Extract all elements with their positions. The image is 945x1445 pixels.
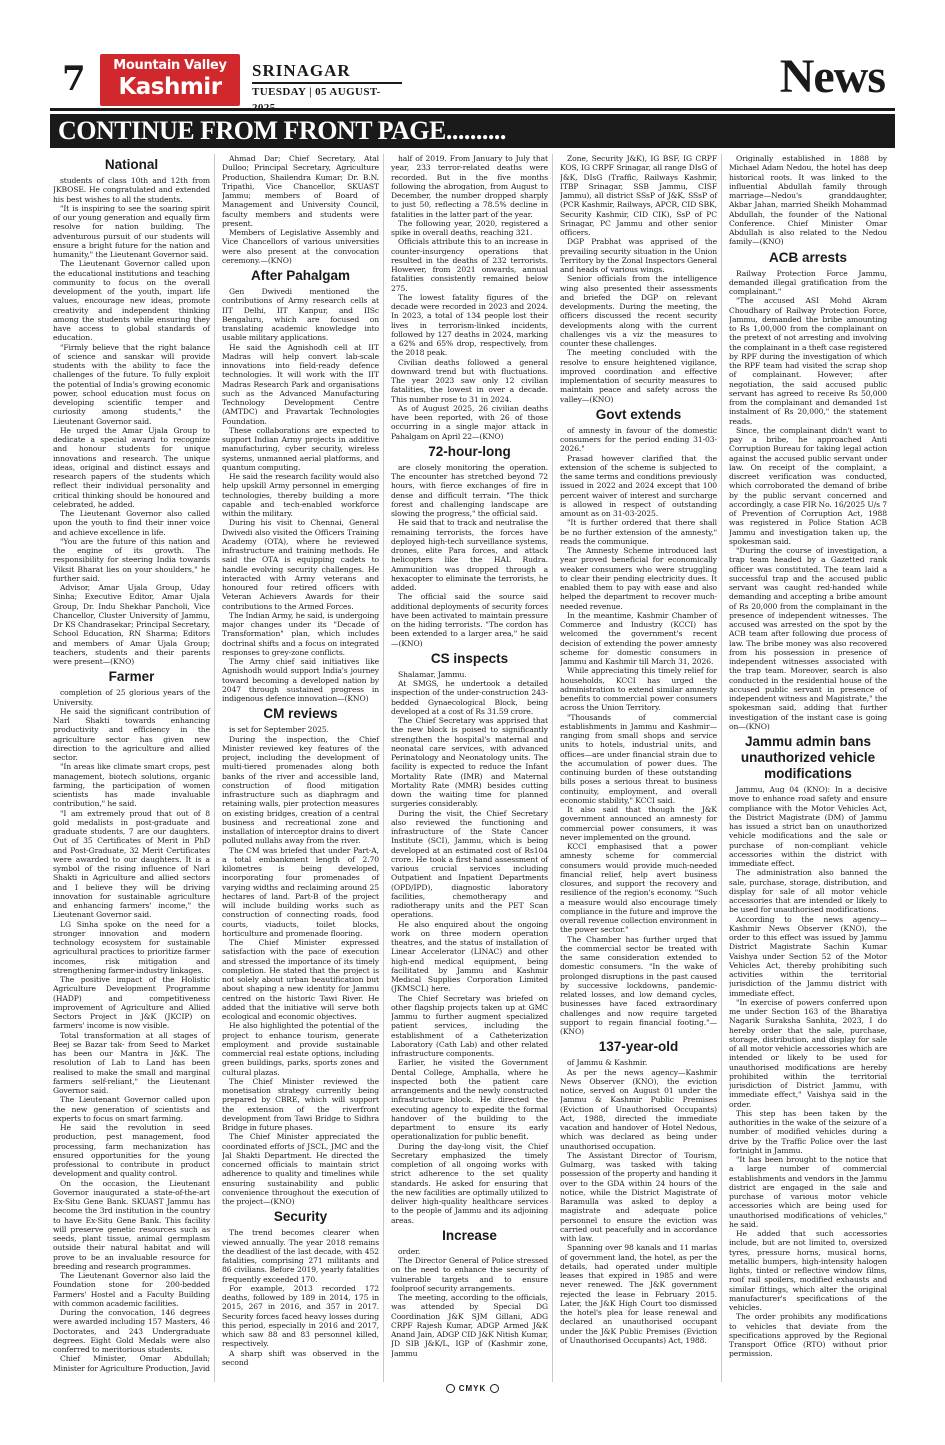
story-paragraph: The Indian Army, he said, is undergoing major changes under its "Decade of Transformation" plan, which includes doctrinal shifts and a focus on integrated responses to grey-zone conflicts. [222,610,379,657]
story-paragraph: Total transformation at all stages of Beej se Bazar tak- from Seed to Market has been our Mantra in J&K. The resolution of Lab to Land has been realised to make the small and marginal farmers self-reliant," the Lieutenant Governor said. [53,1030,210,1095]
story-paragraph: Chief Minister, Omar Abdullah; Minister for Agriculture Production, Javid [53,1354,210,1373]
story-paragraph: of Jammu & Kashmir. [567,1058,648,1068]
story-paragraph: "It has been brought to the notice that a large number of commercial establishments and vendors in the Jammu district are engaged in the sale and purchase of various motor vehicle accessories which are being used for unauthorised modifications of vehicles," he said. [729,1155,887,1229]
story-paragraph: He said the research facility would also help upskill Army personnel in emerging technologies, thereby building a more capable and tech-enabled workforce within the military. [222,472,379,518]
column-3 [391,154,553,1382]
story-paragraph: According to the news agency—Kashmir News Observer (KNO), the order to this effect was issued by Jammu District Magistrate Sachin Kumar Vaishya under Section 52 of the Motor Vehicles Act, thereby prohibiting such activities within the territorial jurisdiction of the Jammu district with immediate effect. [729,914,887,998]
story-paragraph: He also enquired about the ongoing work on three modern operation theatres, and the status of installation of Linear Accelerator (LINAC) and other high-end medical equipment, being facilitated by Jammu and Kashmir Medical Supplies Corporation Limited (JKMSCL) here. [391,919,548,994]
story-headline[interactable]: National [104,157,159,172]
print-footer [50,1384,895,1398]
story-paragraph: A sharp shift was observed in the second [222,1348,379,1367]
column-5 [729,154,891,1382]
story-paragraph: Railway Protection Force Jammu, demanded illegal gratification from the complainant." [729,268,887,296]
story-paragraph: The CM was briefed that under Part-A, a total embankment length of 2.70 kilometres is being developed, incorporating four promenades of varying widths and reclaiming around 25 hectares of land. Part-B of the project will include building works such as construction of connecting roads, food courts, viaducts, toilet blocks, horticulture and promenade flooring. [222,845,379,938]
story-paragraph: Civilian deaths followed a general downward trend but with fluctuations. The year 2023 saw only 12 civilian fatalities, the lowest in over a decade. This number rose to 31 in 2024. [391,357,548,404]
cmyk-marker: CMYK [458,1384,487,1393]
story-paragraph: The Army chief said initiatives like Agnishodh would support India's journey toward becoming a developed nation by 2047 through sustained progress in indigenous defence innovation—(KNO) [222,657,379,703]
story-paragraph: "It is further ordered that there shall be no further extension of the amnesty," reads the communique. [560,518,717,546]
story-paragraph: The Lieutenant Governor also called upon the youth to find their inner voice and achieve excellence in life. [53,509,210,537]
story-paragraph: The following year, 2020, registered a spike in overall deaths, reaching 321. [391,218,548,237]
article-columns [53,154,891,1382]
story-paragraph: The Chamber has further urged that the commercial sector be treated with the same consideration extended to domestic consumers. "In the wake of prolonged disruptions in the past caused by successive lockdowns, pandemic-related losses, and low demand cycles, businesses have faced extraordinary challenges and now require targeted support to regain financial footing."—(KNO) [560,934,717,1036]
story-paragraph: Senior officials from the intelligence wing also presented their assessments and briefed the DGP on relevant developments. During the meeting, the officers discussed the recent security developments along with the current challenges vis a viz the measures to counter these challenges. [560,274,717,348]
date-label: TUESDAY | 05 AUGUST-2025 [252,86,381,114]
story-paragraph: students of class 10th and 12th from JKBOSE. He congratulated and extended his best wishes to all the students. [53,176,210,204]
page-number: 7 [62,59,86,99]
story-paragraph: The positive impact of the Holistic Agriculture Development Programme (HADP) and competitiveness improvement of Agriculture and Allied Sectors Project in J&K (JKCIP) on farmers' income is now visible. [53,975,210,1031]
story-paragraph: Prasad however clarified that the extension of the scheme is subjected to the same terms and conditions previously issued in 2022 and 2024 except that 100 percent waiver of interest and surcharge is allowed in respect of outstanding amount as on 31-03-2025. [560,453,717,518]
story-paragraph: The Lieutenant Governor called upon the educational institutions and teaching community to focus on the overall development of the youth, impart life values, encourage new ideas, promote creativity and independent thinking among the students while ensuring they have access to global standards of education. [53,259,210,343]
story-paragraph: For example, 2013 recorded 172 deaths, followed by 189 in 2014, 175 in 2015, 267 in 2016, and 357 in 2017. Security forces faced heavy losses during this period, especially in 2016 and 2017, which saw 88 and 83 personnel killed, respectively. [222,1283,379,1349]
city-label: SRINAGAR [252,60,402,84]
story-paragraph: He said the Agnishodh cell at IIT Madras will help convert lab-scale innovations into field-ready defence technologies. It will work with the IIT Madras Research Park and organisations such as the Advanced Manufacturing Technology Development Centre (AMTDC) and Pravartak Technologies Foundation. [222,342,379,426]
story-paragraph: The lowest fatality figures of the decade were recorded in 2023 and 2024. In 2023, a total of 134 people lost their lives in terrorism-linked incidents, followed by 127 deaths in 2024, marking a 62% and 65% drop, respectively, from the 2018 peak. [391,292,548,358]
story-headline[interactable]: Jammu admin bans unauthorized vehicle modifications [740,734,876,781]
story-paragraph: He urged the Amar Ujala Group to dedicate a special award to recognize and honour students for unique innovations and research. The unique ideas, original and distinct essays and research papers of the students which reflect their individual personality and critical thinking should be honoured and celebrated, he added. [53,425,210,509]
story-paragraph: The Chief Secretary was apprised that the new block is poised to significantly strengthen the hospital's maternal and neonatal care services, with advanced Perinatology and Neonatology units. The facility is expected to reduce the Infant Mortality Rate (IMR) and Maternal Mortality Rate (MMR) besides cutting down the waiting time for planned surgeries considerably. [391,716,548,809]
story-paragraph: The trend becomes clearer when viewed annually. The year 2018 remains the deadliest of the last decade, with 452 fatalities, comprising 271 militants and 86 civilians. Before 2019, yearly fatalities frequently exceeded 170. [222,1228,379,1284]
story-paragraph: order. [398,1246,421,1256]
continue-banner: CONTINUE FROM FRONT PAGE.......... [50,114,895,148]
story-paragraph: "It is inspiring to see the soaring spirit of our young generation and equally firm resolve for nation building. The adventurous pursuit of our students will ensure a bright future for the nation and humanity," the Lieutenant Governor said. [53,203,210,259]
story-paragraph: In the meantime, Kashmir Chamber of Commerce and Industry (KCCI) has welcomed the government's recent decision of extending the power amnesty scheme for domestic consumers in Jammu and Kashmir till March 31, 2026. [560,610,717,666]
story-paragraph: He also highlighted the potential of the project to enhance tourism, generate employment and provide sustainable commercial real estate options, including green buildings, parks, sports zones and cultural plazas. [222,1021,379,1077]
story-paragraph: As per the news agency—Kashmir News Observer (KNO), the eviction notice, served on August 01 under the Jammu & Kashmir Public Premises (Eviction of Unauthorised Occupants) Act, 1988, directed the immediate vacation and handover of Hotel Nedous, which was declared as being under unauthorised occupation. [560,1067,717,1151]
story-paragraph: completion of 25 glorious years of the University. [53,688,210,707]
story-paragraph: It also said that though the J&K government announced an amnesty for commercial power consumers, it was never implemented on the ground. [560,805,717,842]
story-paragraph: While appreciating this timely relief for households, KCCI has urged the administration to extend similar amnesty benefits to commercial power consumers across the Union Territory. [560,666,717,713]
story-paragraph: He said the revolution in seed production, pest management, food processing, farm mechanization has ensured opportunities for the young professional to contribute in product development and quality control. [53,1123,210,1179]
registration-mark-icon [490,1384,499,1393]
section-title: News [779,50,885,103]
story-paragraph: Shalamar, Jammu. [398,669,467,679]
story-paragraph: The meeting concluded with the resolve to ensure heightened vigilance, improved coordination and effective implementation of security measures to maintain peace and safety across the valley—(KNO) [560,348,717,404]
logo-line-1: Mountain Valley [113,58,227,73]
story-paragraph: "Thousands of commercial establishments in Jammu and Kashmir—ranging from small shops and service units to hotels, industrial units, and offices—are under financial strain due to the accumulation of power dues. The continuing burden of these outstanding bills poses a serious threat to business continuity, employment, and overall economic stability," KCCI said. [560,712,717,805]
masthead [0,0,945,114]
story-paragraph: "During the course of investigation, a trap team headed by a Gazetted rank officer was constituted. The team laid a successful trap and the accused public servant was caught red-handed while demanding and accepting a bribe amount of Rs 20,000 from the complainant in the presence of independent witnesses. The accused was arrested on the spot by the ACB team after following due process of law. The bribe money was also recovered from his possession in presence of independent witnesses associated with the trap team. Moreover, search is also conducted in the residential house of the accused public servant in presence of independent witness and Magistrate," the spokesman said, adding that further investigation of the instant case is going on—(KNO) [729,546,887,731]
story-paragraph: At SMGS, he undertook a detailed inspection of the under-construction 243-bedded Gynaecological Block, being developed at a cost of Rs 31.59 crore. [391,679,548,716]
story-paragraph: Members of Legislative Assembly and Vice Chancellors of various universities were also present at the convocation ceremony.—(KNO) [222,228,379,265]
story-paragraph: Spanning over 98 kanals and 11 marlas of government land, the hotel, as per the details, had operated under multiple leases that expired in 1985 and were never renewed. The J&K government rejected the lease in February 2015. Later, the J&K High Court too dismissed the hotel's plea for lease renewal and declared an unauthorised occupant under the J&K Public Premises (Eviction of Unauthorised Occupants) Act, 1988. [560,1243,717,1345]
story-paragraph: The Lieutenant Governor called upon the new generation of scientists and experts to focus on smart farming. [53,1095,210,1123]
column-4 [560,154,722,1382]
story-paragraph: These collaborations are expected to support Indian Army projects in additive manufacturing, cyber security, wireless systems, unmanned aerial platforms, and quantum computing. [222,425,379,472]
story-headline[interactable]: After Pahalgam [250,268,351,283]
story-paragraph: The Lieutenant Governor also laid the Foundation stone for 200-bedded Farmers' Hostel and a Faculty Building with common academic facilities. [53,1271,210,1308]
story-headline[interactable]: 72-hour-long [428,443,511,459]
story-headline[interactable]: Farmer [108,669,155,685]
story-paragraph: On the occasion, the Lieutenant Governor inaugurated a state-of-the-art Ex-Situ Gene Bank. SKUAST Jammu has become the 3rd institution in the country to have Ex-Situ Gene Bank. This facility will preserve genetic resources such as seeds, plant tissue, animal germplasm outside their natural habitat and will prove to be an invaluable resource for breeding and research programmes. [53,1178,210,1271]
story-paragraph: Ahmad Dar; Chief Secretary, Atal Dulloo; Principal Secretary, Agriculture Production, Shailendra Kumar; Dr. B.N. Tripathi, Vice Chancellor, SKUAST Jammu; members of Board of Management and University Council, faculty members and students were present. [222,154,379,228]
story-paragraph: of amnesty in favour of the domestic consumers for the period ending 31-03-2026." [560,425,717,454]
story-headline[interactable]: Govt extends [595,406,682,422]
story-headline[interactable]: ACB arrests [768,249,848,265]
story-paragraph: Earlier, he visited the Government Dental College, Amphalla, where he inspected both the patient care arrangements and the newly constructed infrastructure block. He directed the executing agency to expedite the formal handover of the building to the department to ensure its early operationalization for public benefit. [391,1058,548,1142]
logo-line-2: Kashmir [118,74,222,100]
story-paragraph: The Director General of Police stressed on the need to enhance the security of vulnerable targets and to ensure foolproof security arrangements. [391,1256,548,1293]
story-headline[interactable]: Increase [442,1227,497,1243]
story-paragraph: The Chief Secretary was briefed on other flagship projects taken up at GMC Jammu to further augment specialized patient services, including the establishment of a Catheterization Laboratory (Cath Lab) and other related infrastructure components. [391,993,548,1058]
story-paragraph: DGP Prabhat was apprised of the prevailing security situation in the Union Territory by the Zonal Inspectors General and heads of various wings. [560,237,717,274]
story-paragraph: "Firmly believe that the right balance of science and sanskar will provide students with the ability to face the challenges of the future. To fully exploit the potential of India's growing economic power, school education must focus on developing scientific temper and curiosity among students," the Lieutenant Governor said. [53,342,210,426]
story-paragraph: Officials attribute this to an increase in counter-insurgency operations that resulted in the deaths of 232 terrorists. However, from 2021 onwards, annual fatalities consistently remained below 275. [391,237,548,293]
story-paragraph: "In areas like climate smart crops, pest management, biotech solutions, organic farming, the participation of women scientists has made invaluable contribution," he said. [53,762,210,809]
story-headline[interactable]: Security [273,1209,328,1225]
story-paragraph: The Chief Minister appreciated the coordinated efforts of JSCL, JMC and the Jal Shakti Department. He directed the concerned officials to maintain strict adherence to quality and timelines while ensuring sustainability and public convenience throughout the execution of the project—(KNO) [222,1132,379,1206]
story-paragraph: Originally established in 1888 by Michael Adam Nedou, the hotel has deep historical roots. It was linked to the influential Abdullah family through marriage—Nedou's granddaughter, Akbar Jahan, married Sheikh Mohammad Abdullah, the founder of the National Conference. Chief Minister Omar Abdullah is also related to the Nedou family—(KNO) [729,154,887,247]
story-paragraph: He added that such accessories include, but are not limited to, oversized tyres, pressure horns, musical horns, metallic bumpers, high-intensity halogen lights, tinted or reflective window films, roof rail spoilers, modified exhausts and similar fittings, which alter the original manufacturer's specifications of the vehicles. [729,1229,887,1312]
story-paragraph: During the inspection, the Chief Minister reviewed key features of the project, including the development of multi-tiered promenades along both banks of the river and accessible land, construction of flood mitigation infrastructure such as diaphragm and retaining walls, pier protection measures on existing bridges, creation of a central business and recreational zone and installation of interceptor drains to divert polluted nullahs away from the river. [222,734,379,846]
story-paragraph: The Chief Minister expressed satisfaction with the pace of execution and stressed the importance of its timely completion. He stated that the project is not solely about urban beautification but about shaping a new identity for Jammu centred on the historic Tawi River. He added that the initiative will serve both ecological and economic objectives. [222,938,379,1021]
story-paragraph: The meeting, according to the officials, was attended by Special DG Coordination J&K SJM Gillani, ADG CRPF Rajesh Kumar, ADGP Armed J&K Anand Jain, ADGP CID J&K Nitish Kumar, JD SIB J&K/L, IGP of (Kashmir zone, Jammu [391,1293,548,1358]
column-2 [222,154,384,1382]
column-1 [53,154,215,1382]
story-paragraph: The Chief Minister reviewed the monetisation strategy currently being prepared by CBRE, which will support the extension of the riverfront development from Tawi Bridge to Sidhra Bridge in future phases. [222,1076,379,1132]
story-paragraph: During his visit to Chennai, General Dwivedi also visited the Officers Training Academy (OTA), where he reviewed infrastructure and training methods. He said the OTA is equipping cadets to handle evolving security challenges. He interacted with Army veterans and honoured four retired officers with Veteran Achievers Awards for their contributions to the Armed Forces. [222,518,379,611]
story-paragraph: The order prohibits any modifications to vehicles that deviate from the specifications approved by the Regional Transport Office (RTO) without prior permission. [729,1312,887,1359]
story-paragraph: During the day-long visit, the Chief Secretary emphasized the timely completion of all ongoing works with strict adherence to the set quality standards. He asked for ensuring that the new facilities are optimally utilized to deliver high-quality healthcare services to the people of Jammu and its adjoining areas. [391,1141,548,1225]
story-paragraph: "I am extremely proud that out of 8 gold medalists in post-graduate and graduate students, 7 are our daughters. Out of 35 Certificates of Merit in PhD and Post-Graduate, 32 Merit Certificates were awarded to our daughters. It is a symbol of the rising influence of Narl Shakti in Agriculture and allied sectors and I believe they will be driving innovation for sustainable agriculture and enhancing farmers' income," the Lieutenant Governor said. [53,808,210,920]
story-paragraph: He said the significant contribution of Narl Shakti towards enhancing productivity and efficiency in the agriculture sector has given new direction to the agriculture and allied sector. [53,706,210,762]
masthead-rule [50,108,895,111]
story-paragraph: "You are the future of this nation and the engine of its growth. The responsibility for steering India towards Viksit Bharat lies on your shoulders," he further said. [53,536,210,583]
story-headline[interactable]: 137-year-old [598,1039,679,1055]
story-paragraph: During the convocation, 146 degrees were awarded including 157 Masters, 46 Doctorates, and 243 Undergraduate degrees. Eight Gold Medals were also conferred to meritorious students. [53,1308,210,1354]
story-paragraph: The administration also banned the sale, purchase, storage, distribution, and display for sale of all motor vehicle accessories that are intended or likely to be used for unauthorised modifications. [729,868,887,915]
story-paragraph: This step has been taken by the authorities in the wake of the seizure of a number of modified vehicles during a drive by the Traffic Police over the last fortnight in Jammu. [729,1108,887,1155]
story-paragraph: half of 2019. From January to July that year, 233 terror-related deaths were recorded. But in the five months following the abrogation, from August to December, the number dropped sharply to just 50, reflecting a 78.5% decline in fatalities in the latter part of the year. [391,154,548,219]
story-paragraph: is set for September 2025. [229,725,329,735]
story-paragraph: Advisor, Amar Ujala Group, Uday Sinha; Executive Editor, Amar Ujala Group, Dr. Indu Shekhar Pancholi, Vice Chancellor, Cluster University of Jammu, Dr KS Chandrasekar; Principal Secretary, School Education, RN Sharma; Editors and members of Amar Ujala Group; teachers, students and their parents were present—(KNO) [53,583,210,666]
story-paragraph: LG Sinha spoke on the need for a stronger innovation and modern technology ecosystem for sustainable agricultural practices to prioritize farmer incomes, risk mitigation and strengthening farmer-industry linkages. [53,919,210,975]
story-paragraph: are closely monitoring the operation. The encounter has stretched beyond 72 hours, with fierce exchanges of fire in dense and difficult terrain. "The thick forest and challenging landscape are slowing the progress," the official said. [391,462,548,518]
story-paragraph: Zone, Security J&K), IG BSF, IG CRPF KOS, IG CRPF Srinagar, all range DIsG of J&K, DIsG (Traffic, Railways Kashmir, ITBP Srinagar, SSB Jammu, CISF Jammu), all district SSsP of J&K, SSsP of (PCR Kashmir, Railways, APCR, CID SBK, Security Kashmir, CID CIK), SsP of PC Srinagar, PC Jammu and other senior officers. [560,154,717,237]
story-headline[interactable]: CM reviews [263,706,338,722]
story-paragraph: "In exercise of powers conferred upon me under Section 163 of the Bharatiya Nagarik Suraksha Sanhita, 2023, I do hereby order that the sale, purchase, storage, distribution, and display for sale of all motor vehicle accessories which are intended or likely to be used for unauthorised modifications are hereby prohibited within the territorial jurisdiction of District Jammu, with immediate effect," Vaishya said in the order. [729,997,887,1109]
story-paragraph: Since, the complainant didn't want to pay a bribe, he approached Anti Corruption Bureau for taking legal action against the accused public servant under law. On receipt of the complaint, a discreet verification was conducted, which corroborated the demand of bribe by the public servant concerned and accordingly, a case FIR No. 16/2025 U/s 7 of Prevention of Corruption Act, 1988 was registered in Police Station ACB Jammu and investigation taken up, the spokesman said. [729,425,887,546]
story-paragraph: The Assistant Director of Tourism, Gulmarg, was tasked with taking possession of the property and handing it over to the GDA within 24 hours of the notice, while the District Magistrate of Baramulla was asked to deploy a magistrate and adequate police personnel to ensure the eviction was carried out peacefully and in accordance with law. [560,1150,717,1243]
story-paragraph: The Amnesty Scheme introduced last year proved beneficial for economically weaker consumers who were struggling to clear their pending electricity dues. It enabled them to pay with ease and also helped the department to recover much-needed revenue. [560,546,717,611]
story-paragraph: Jammu, Aug 04 (KNO): In a decisive move to enhance road safety and ensure compliance with the Motor Vehicles Act, the District Magistrate (DM) of Jammu has issued a strict ban on unauthorized vehicle modifications and the sale or purchase of non-compliant vehicle accessories within the district with immediate effect. [729,785,887,868]
story-headline[interactable]: CS inspects [430,650,509,666]
story-paragraph: The official said the source said additional deployments of security forces have been activated to maintain pressure on the hiding terrorists. "The cordon has been extended to a larger area," he said—(KNO) [391,592,548,648]
story-paragraph: During the visit, the Chief Secretary also reviewed the functioning and infrastructure of the State Cancer Institute (SCI), Jammu, which is being developed at an estimated cost of Rs104 crore. He took a first-hand assessment of various crucial services including Outpatient and Inpatient Departments (OPD/IPD), diagnostic laboratory facilities, chemotherapy and radiotherapy units and the PET Scan operations. [391,808,548,920]
registration-mark-icon [446,1384,455,1393]
story-paragraph: "The accused ASI Mohd Akram Choudhary of Railway Protection Force, Jammu, demanded the bribe amounting to Rs 1,00,000 from the complainant on the pretext of not arresting and involving the complainant in a theft case registered by RPF during the investigation of which the RPF team had visited the scrap shop of complainant. However, after negotiation, the said accused public servant has agreed to receive Rs 50,000 from the complainant and demanded 1st instalment of Rs 20,000," the statement reads. [729,296,887,426]
newspaper-logo[interactable] [100,54,240,106]
story-paragraph: As of August 2025, 26 civilian deaths have been reported, with 26 of those occurring in a single major attack in Pahalgam on April 22—(KNO) [391,403,548,441]
story-paragraph: KCCI emphasised that a power amnesty scheme for commercial consumers would provide much-needed financial relief, help avert business closures, and support the recovery and resilience of the region's economy. "Such a measure would also encourage timely compliance in the future and improve the overall revenue collection environment in the power sector." [560,842,717,935]
story-paragraph: He said that to track and neutralise the remaining terrorists, the forces have deployed high-tech surveillance systems, drones, elite Para forces, and attack helicopters like the HAL Rudra. Ammunition was dropped through a hexacopter to eliminate the terrorists, he added. [391,518,548,592]
story-paragraph: Gen Dwivedi mentioned the contributions of Army research cells at IIT Delhi, IIT Kanpur, and IISc Bengaluru, which are focused on translating academic knowledge into usable military applications. [222,287,379,343]
